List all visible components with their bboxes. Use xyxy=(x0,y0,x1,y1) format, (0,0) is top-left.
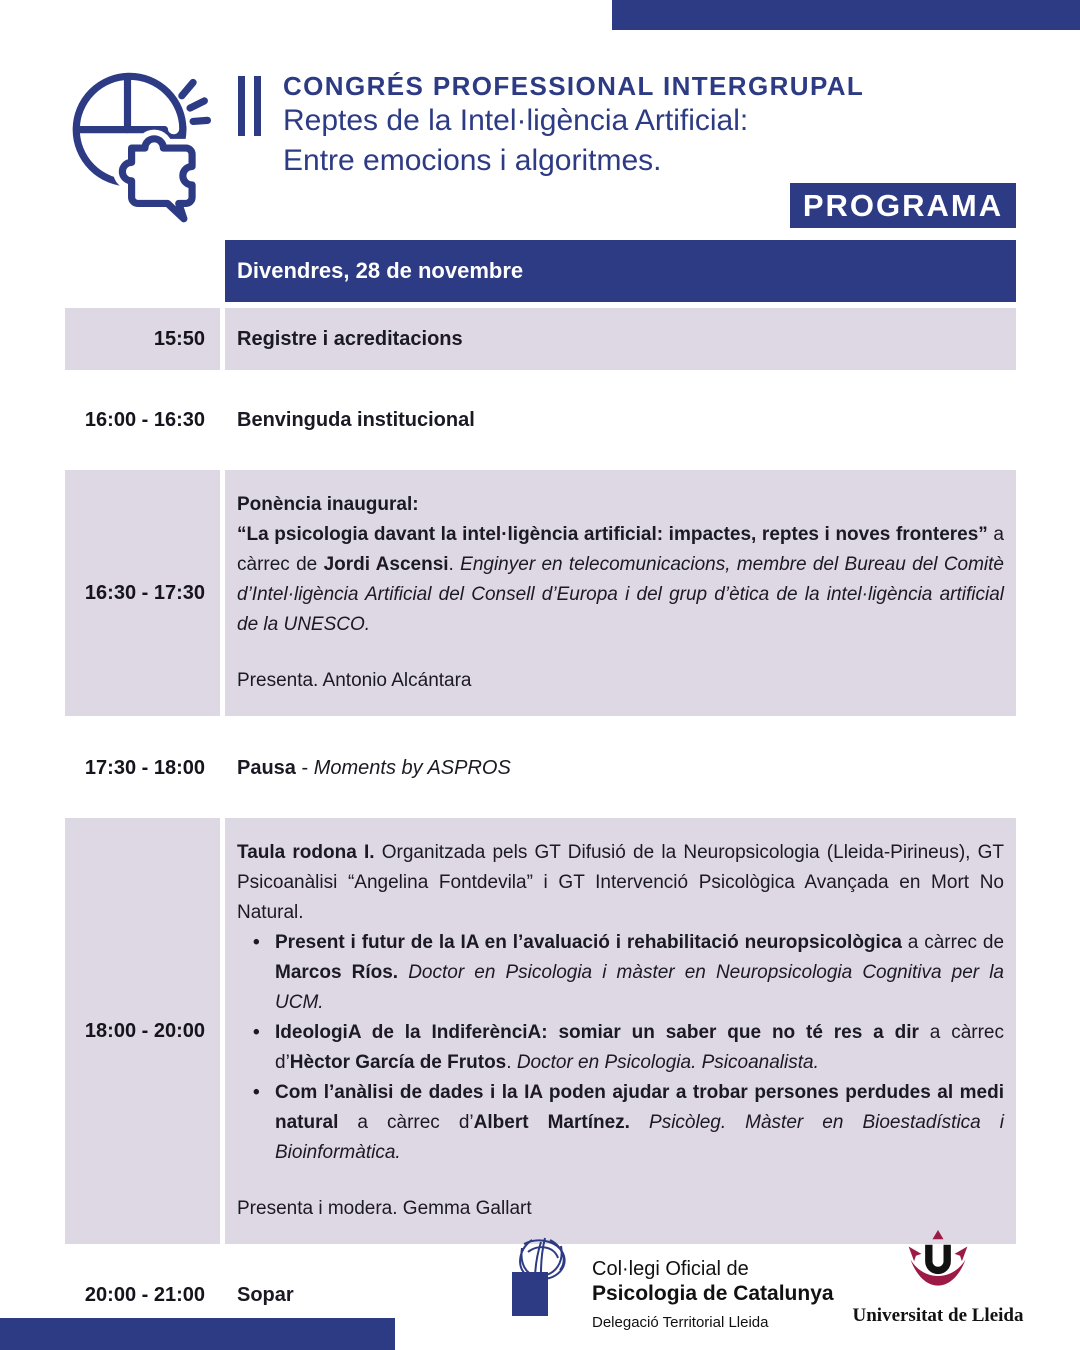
spacer xyxy=(237,640,1004,666)
session-content xyxy=(225,308,1016,370)
congress-subtitle-line2: Entre emocions i algoritmes. xyxy=(283,144,662,177)
text-segment: . xyxy=(448,554,461,575)
session-paragraph xyxy=(237,838,1004,928)
session-content xyxy=(225,470,1016,716)
udl-name: Universitat de Lleida xyxy=(852,1305,1024,1326)
session-paragraph xyxy=(237,755,511,781)
session-time: 15:50 xyxy=(65,308,220,370)
schedule-row xyxy=(65,818,1016,1244)
session-paragraph xyxy=(237,490,1004,520)
bottom-accent-bar xyxy=(0,1318,395,1350)
bullet-dot-icon: • xyxy=(253,1082,260,1103)
bullet-dot-icon: • xyxy=(253,1022,260,1043)
day-header-row xyxy=(65,240,1016,302)
session-time: 20:00 - 21:00 xyxy=(84,1283,205,1306)
text-segment: Jordi Ascensi xyxy=(323,554,449,575)
text-segment: Registre i acreditacions xyxy=(237,328,463,350)
copc-psi-icon xyxy=(510,1236,580,1328)
text-segment: Taula rodona I. xyxy=(237,842,375,863)
congress-subtitle-line1: Reptes de la Intel·ligència Artificial: xyxy=(283,104,749,137)
schedule-table xyxy=(65,240,1016,1320)
text-segment: Ponència inaugural: xyxy=(237,494,419,515)
session-paragraph xyxy=(237,326,463,352)
bullet-text xyxy=(275,1078,1004,1168)
session-bullet-item xyxy=(237,1018,1004,1078)
header xyxy=(283,72,903,180)
program-banner: PROGRAMA xyxy=(790,183,1016,228)
copc-line2: Psicologia de Catalunya xyxy=(592,1282,834,1305)
edition-ii-mark xyxy=(238,76,261,136)
brain-puzzle-speech-icon xyxy=(66,64,230,228)
text-segment: Organitzada pels GT Difusió de la Neuropsicologia (Lleida-Pirineus), GT Psicoanàlisi “Angelina Fontdevila” i GT Intervenció Psicològica Avançada en Mort No Natural. xyxy=(237,842,1005,923)
schedule-row xyxy=(65,395,1016,445)
session-time: 18:00 - 20:00 xyxy=(65,818,220,1244)
session-time: 16:00 - 16:30 xyxy=(84,408,205,431)
text-segment: Presenta i modera. Gemma Gallart xyxy=(237,1198,532,1219)
copc-line1: Col·legi Oficial de xyxy=(592,1258,749,1280)
copc-logo xyxy=(510,1236,834,1331)
text-segment: Hèctor García de Frutos xyxy=(289,1052,507,1073)
spacer xyxy=(237,1168,1004,1194)
text-segment: a càrrec de xyxy=(237,524,1004,575)
udl-logo xyxy=(842,1230,1034,1327)
bullet-text xyxy=(275,928,1004,1018)
session-rows xyxy=(65,308,1016,1320)
text-segment: Doctor en Psicologia. Psicoanalista. xyxy=(516,1052,819,1073)
session-paragraph xyxy=(237,407,475,433)
session-content xyxy=(225,743,1016,793)
copc-text xyxy=(592,1236,834,1331)
session-paragraph xyxy=(237,1194,1004,1224)
text-segment: Pausa xyxy=(237,757,296,779)
top-accent-bar xyxy=(612,0,1080,30)
text-segment: Psicòleg. Màster en Bioestadística i Bioinformàtica. xyxy=(275,1112,1005,1163)
schedule-row xyxy=(65,308,1016,370)
bullet-text xyxy=(275,1018,1004,1078)
schedule-row xyxy=(65,470,1016,716)
session-paragraph xyxy=(237,520,1004,640)
day-header-time-spacer xyxy=(65,240,220,302)
congress-title: CONGRÉS PROFESSIONAL INTERGRUPAL xyxy=(283,71,865,101)
text-segment: Albert Martínez. xyxy=(473,1112,630,1133)
schedule-row xyxy=(65,743,1016,793)
text-segment: Marcos Ríos. xyxy=(275,962,399,983)
text-segment: a càrrec de xyxy=(901,932,1005,953)
copc-line3: Delegació Territorial Lleida xyxy=(592,1314,769,1331)
text-segment: Benvinguda institucional xyxy=(237,409,475,431)
text-segment: Enginyer en telecomunicacions, membre del Bureau del Comitè d’Intel·ligència Artificial del Consell d’Europa i del grup d’ètica de la intel·ligència artificial de la UNESCO. xyxy=(237,554,1005,635)
session-bullet-item xyxy=(237,928,1004,1018)
text-segment: a càrrec d’ xyxy=(275,1022,1004,1073)
text-segment: Doctor en Psicologia i màster en Neuropsicologia Cognitiva per la UCM. xyxy=(275,962,1004,1013)
session-content xyxy=(225,395,1016,445)
session-paragraph xyxy=(237,666,1004,696)
text-segment: Moments by ASPROS xyxy=(313,757,511,779)
session-time: 17:30 - 18:00 xyxy=(84,756,205,779)
session-time: 16:30 - 17:30 xyxy=(65,470,220,716)
text-segment: Sopar xyxy=(237,1284,294,1306)
text-segment: - xyxy=(295,757,314,779)
text-segment: “La psicologia davant la intel·ligència artificial: impactes, reptes i noves fronteres” xyxy=(237,524,988,545)
text-segment: IdeologiA de la IndiferènciA: somiar un saber que no té res a dir xyxy=(275,1022,919,1043)
text-segment xyxy=(630,1112,649,1133)
udl-emblem-icon xyxy=(890,1230,986,1298)
text-segment: . xyxy=(506,1052,517,1073)
text-segment: Presenta. Antonio Alcántara xyxy=(237,670,472,691)
text-segment: a càrrec d’ xyxy=(338,1112,474,1133)
bullet-dot-icon: • xyxy=(253,932,260,953)
text-segment: Com l’anàlisi de dades i la IA poden ajudar a trobar persones perdudes al medi natural xyxy=(275,1082,1004,1133)
session-bullet-item xyxy=(237,1078,1004,1168)
session-paragraph xyxy=(237,1282,294,1308)
day-header: Divendres, 28 de novembre xyxy=(225,240,1016,302)
text-segment: Present i futur de la IA en l’avaluació i rehabilitació neuropsicològica xyxy=(275,932,902,953)
text-segment xyxy=(398,962,408,983)
session-content xyxy=(225,818,1016,1244)
